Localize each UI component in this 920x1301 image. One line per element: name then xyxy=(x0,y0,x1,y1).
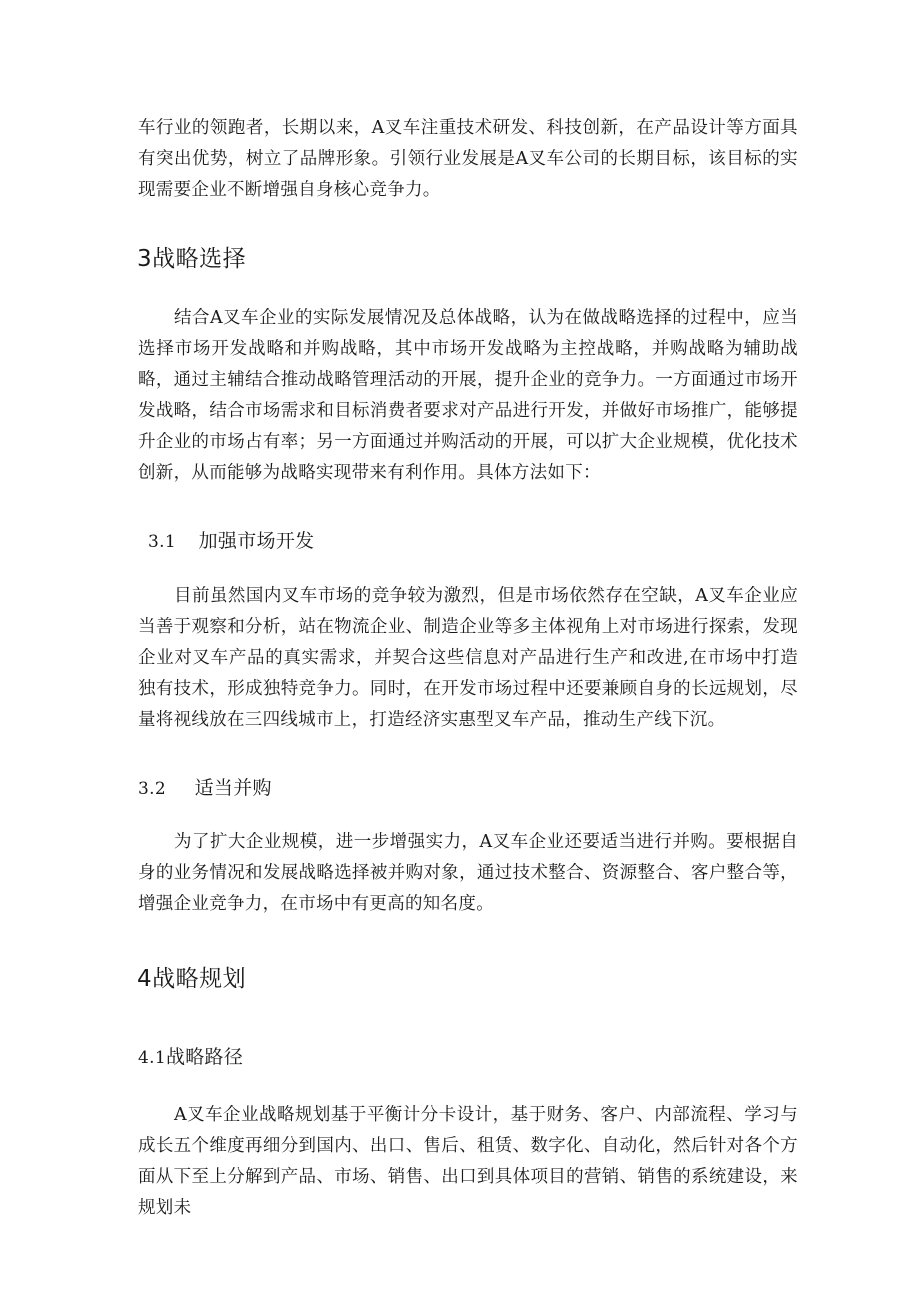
section-4-heading: 4战略规划 xyxy=(137,966,247,992)
section-3-1-paragraph: 目前虽然国内叉车市场的竞争较为激烈，但是市场依然存在空缺，A叉车企业应当善于观察和分析，站在物流企业、制造企业等多主体视角上对市场进行探索，发现企业对叉车产品的真实需求，并契合这些信息对产品进行生产和改进,在市场中打造独有技术，形成独特竞争力。同时，在开发市场过程中还要兼顾自身的长远规划，尽量将视线放在三四线城市上，打造经济实惠型叉车产品，推动生产线下沉。 xyxy=(138,586,798,730)
section-3-1-title: 加强市场开发 xyxy=(198,530,315,552)
section-3-2-paragraph: 为了扩大企业规模，进一步增强实力，A叉车企业还要适当进行并购。要根据自身的业务情况和发展战略选择被并购对象，通过技术整合、资源整合、客户整合等，增强企业竞争力，在市场中有更高的知名度。 xyxy=(138,832,798,914)
section-4-1-number: 4.1 xyxy=(138,1048,166,1068)
section-4-1-heading xyxy=(138,1042,243,1069)
section-3-heading: 3战略选择 xyxy=(137,246,247,272)
section-3-2-heading xyxy=(138,773,272,800)
intro-paragraph: 车行业的领跑者，长期以来，A叉车注重技术研发、科技创新，在产品设计等方面具有突出优势，树立了品牌形象。引领行业发展是A叉车公司的长期目标，该目标的实现需要企业不断增强自身核心竞争力。 xyxy=(138,118,798,200)
section-3-2-number: 3.2 xyxy=(138,779,166,799)
section-3-1-number: 3.1 xyxy=(148,532,176,552)
section-3-1-heading xyxy=(148,526,314,553)
section-3-paragraph: 结合A叉车企业的实际发展情况及总体战略，认为在做战略选择的过程中，应当选择市场开发战略和并购战略，其中市场开发战略为主控战略，并购战略为辅助战略，通过主辅结合推动战略管理活动的开展，提升企业的竞争力。一方面通过市场开发战略，结合市场需求和目标消费者要求对产品进行开发，并做好市场推广，能够提升企业的市场占有率；另一方面通过并购活动的开展，可以扩大企业规模，优化技术创新，从而能够为战略实现带来有利作用。具体方法如下： xyxy=(138,308,798,483)
section-4-1-title: 战略路径 xyxy=(165,1046,244,1068)
section-4-1-paragraph: A叉车企业战略规划基于平衡计分卡设计，基于财务、客户、内部流程、学习与成长五个维度再细分到国内、出口、售后、租赁、数字化、自动化，然后针对各个方面从下至上分解到产品、市场、销售、出口到具体项目的营销、销售的系统建设，来规划未 xyxy=(138,1105,798,1218)
section-3-2-title: 适当并购 xyxy=(194,777,272,799)
